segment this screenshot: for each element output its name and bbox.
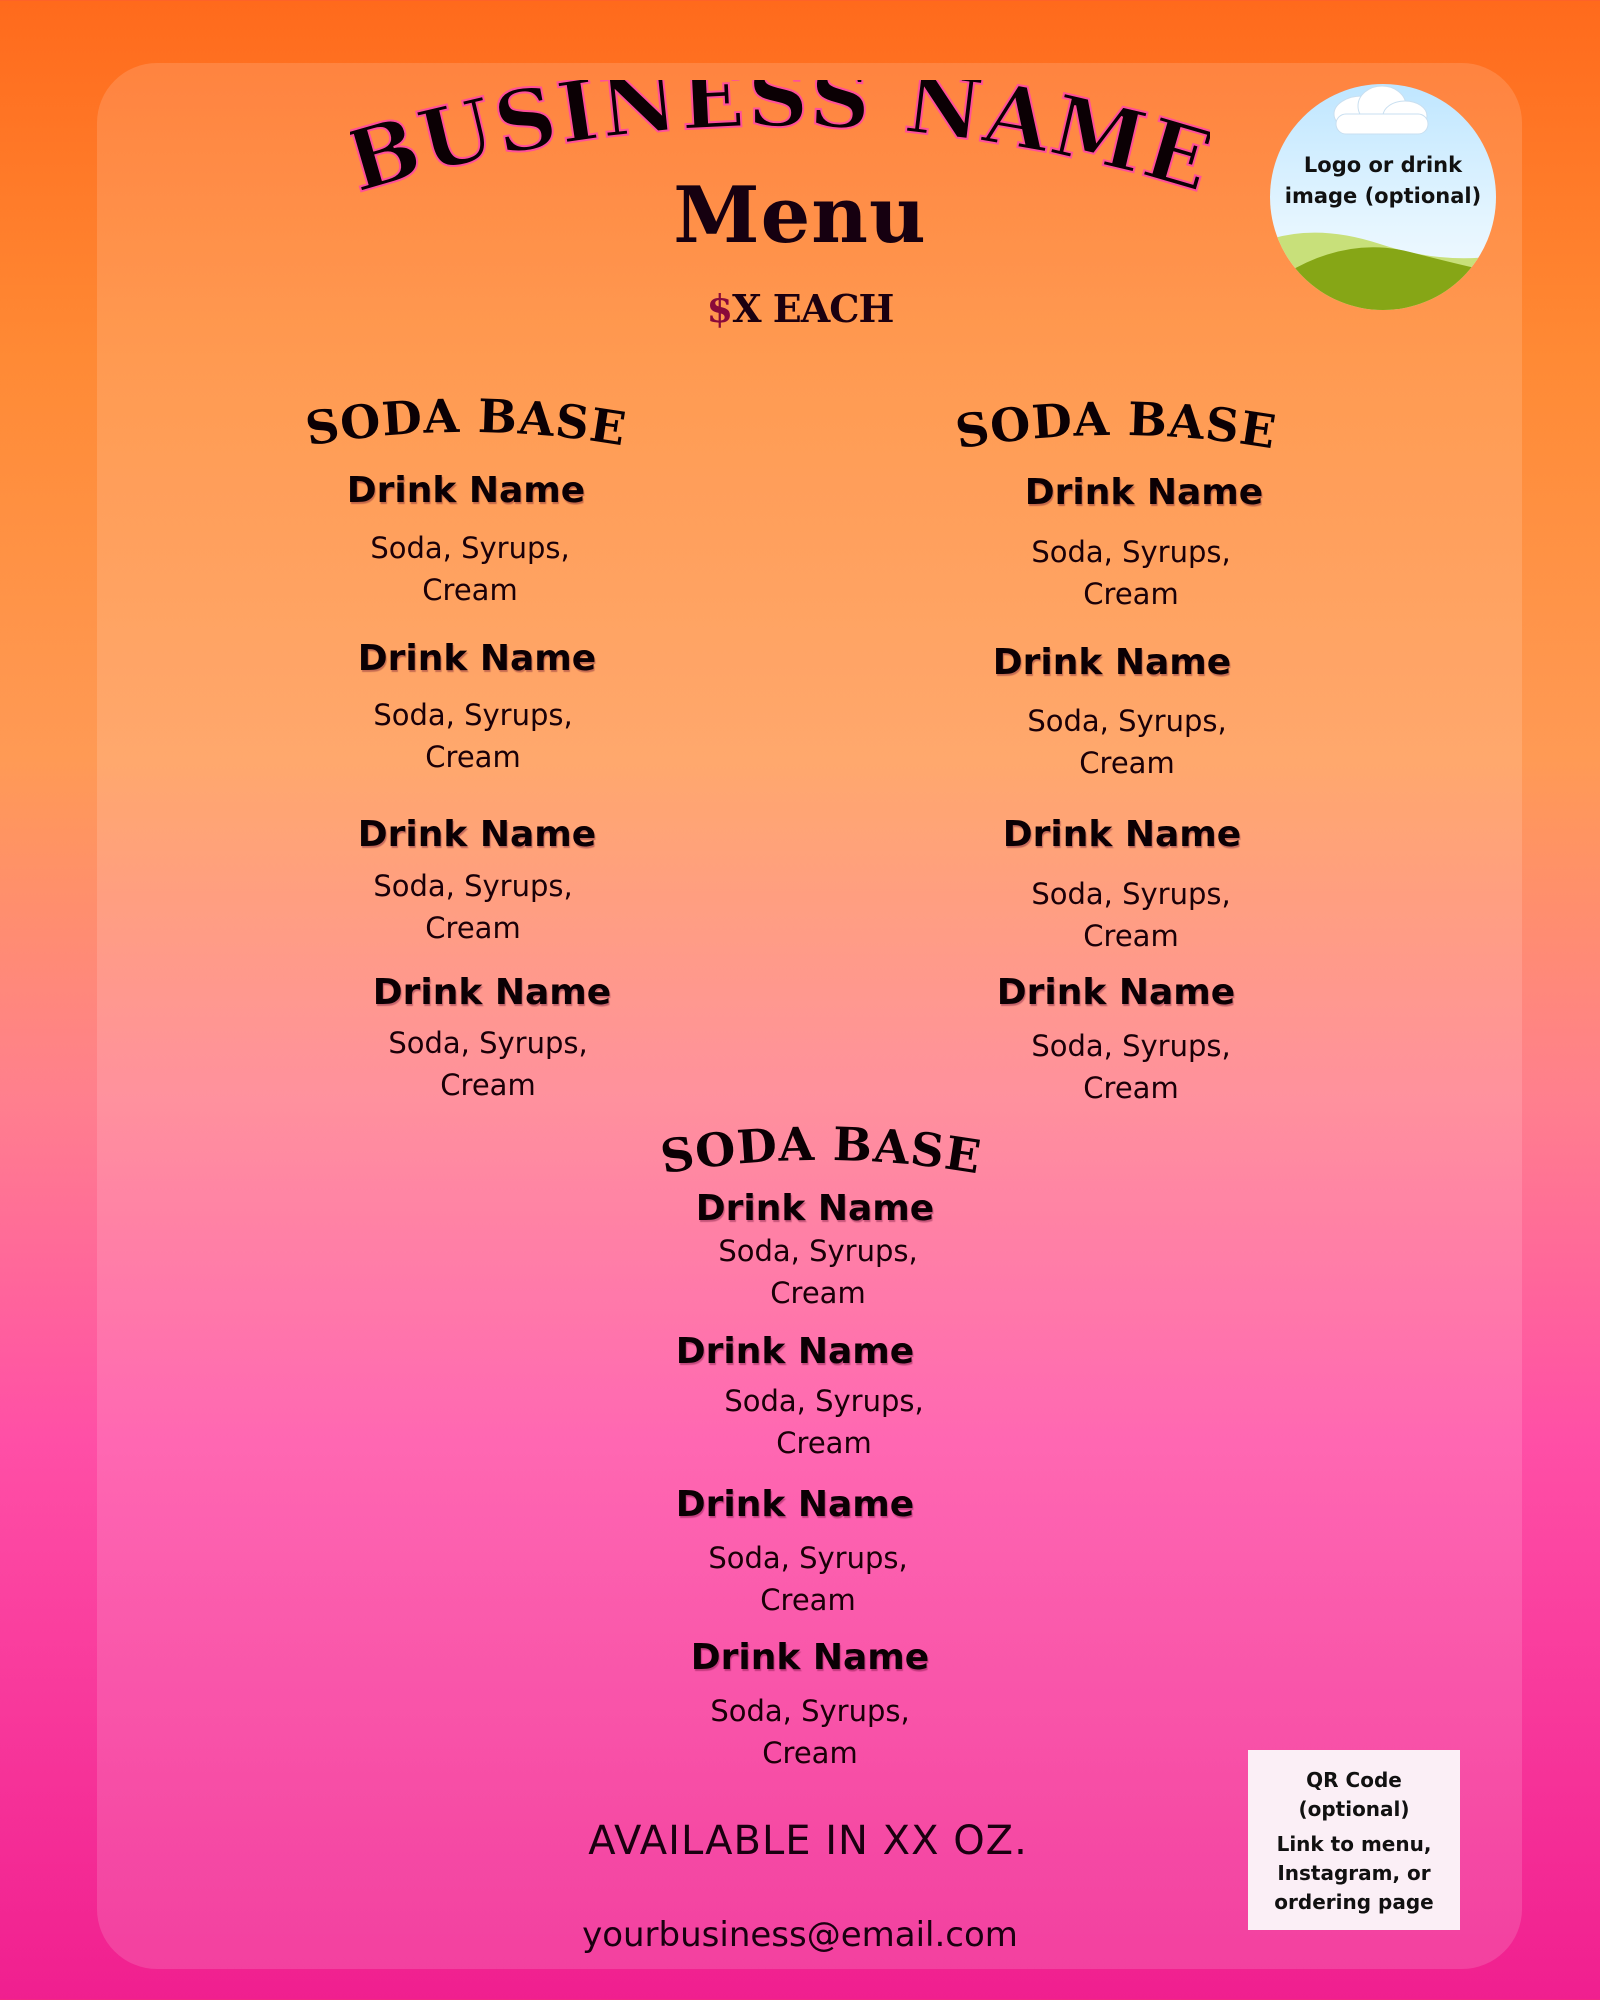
drink-description: Soda, Syrups, Cream (388, 1026, 588, 1102)
drink-description: Soda, Syrups, Cream (370, 531, 570, 607)
drink-name: Drink Name (996, 972, 1236, 1013)
price-text: X EACH (732, 286, 894, 331)
drink-name: Drink Name (357, 638, 597, 679)
business-name-text: USINESS NAM (409, 80, 1158, 193)
qr-caption: Link to menu, Instagram, or ordering page (1274, 1832, 1434, 1914)
drink-name: Drink Name (346, 470, 586, 511)
drink-description: Soda, Syrups, Cream (373, 698, 573, 774)
drink-description: Soda, Syrups, Cream (1031, 535, 1231, 611)
email-link[interactable]: yourbusiness@email.com (582, 1915, 1018, 1955)
drink-name: Drink Name (695, 1188, 935, 1229)
drink-description: Soda, Syrups, Cream (373, 869, 573, 945)
price-dollar: $ (706, 286, 733, 331)
drink-description: Soda, Syrups, Cream (724, 1384, 924, 1460)
drink-description: Soda, Syrups, Cream (710, 1694, 910, 1770)
section-title (936, 393, 1296, 463)
drink-name: Drink Name (1002, 814, 1242, 855)
drink-description: Soda, Syrups, Cream (718, 1234, 918, 1310)
drink-description: Soda, Syrups, Cream (1031, 877, 1231, 953)
drink-description: Soda, Syrups, Cream (1031, 1029, 1231, 1105)
available-size: AVAILABLE IN XX OZ. (588, 1818, 1028, 1864)
drink-name: Drink Name (675, 1331, 915, 1372)
svg-text:SODA BASE: SODA BASE (951, 393, 1281, 460)
qr-title: QR Code (optional) (1298, 1768, 1410, 1821)
section-title (641, 1118, 1001, 1188)
drink-name: Drink Name (357, 814, 597, 855)
drink-name: Drink Name (372, 972, 612, 1013)
logo-placeholder (1270, 84, 1496, 310)
drink-name: Drink Name (690, 1637, 930, 1678)
drink-description: Soda, Syrups, Cream (1027, 704, 1227, 780)
menu-panel (97, 63, 1522, 1969)
menu-heading: Menu (673, 170, 927, 261)
section-title (286, 390, 646, 460)
drink-description: Soda, Syrups, Cream (708, 1541, 908, 1617)
drink-name: Drink Name (675, 1484, 915, 1525)
svg-text:SODA BASE: SODA BASE (301, 390, 631, 457)
drink-name: Drink Name (1024, 472, 1264, 513)
drink-name: Drink Name (992, 642, 1232, 683)
svg-text:SODA BASE: SODA BASE (656, 1118, 986, 1185)
logo-caption: Logo or drink image (optional) (1284, 153, 1482, 208)
